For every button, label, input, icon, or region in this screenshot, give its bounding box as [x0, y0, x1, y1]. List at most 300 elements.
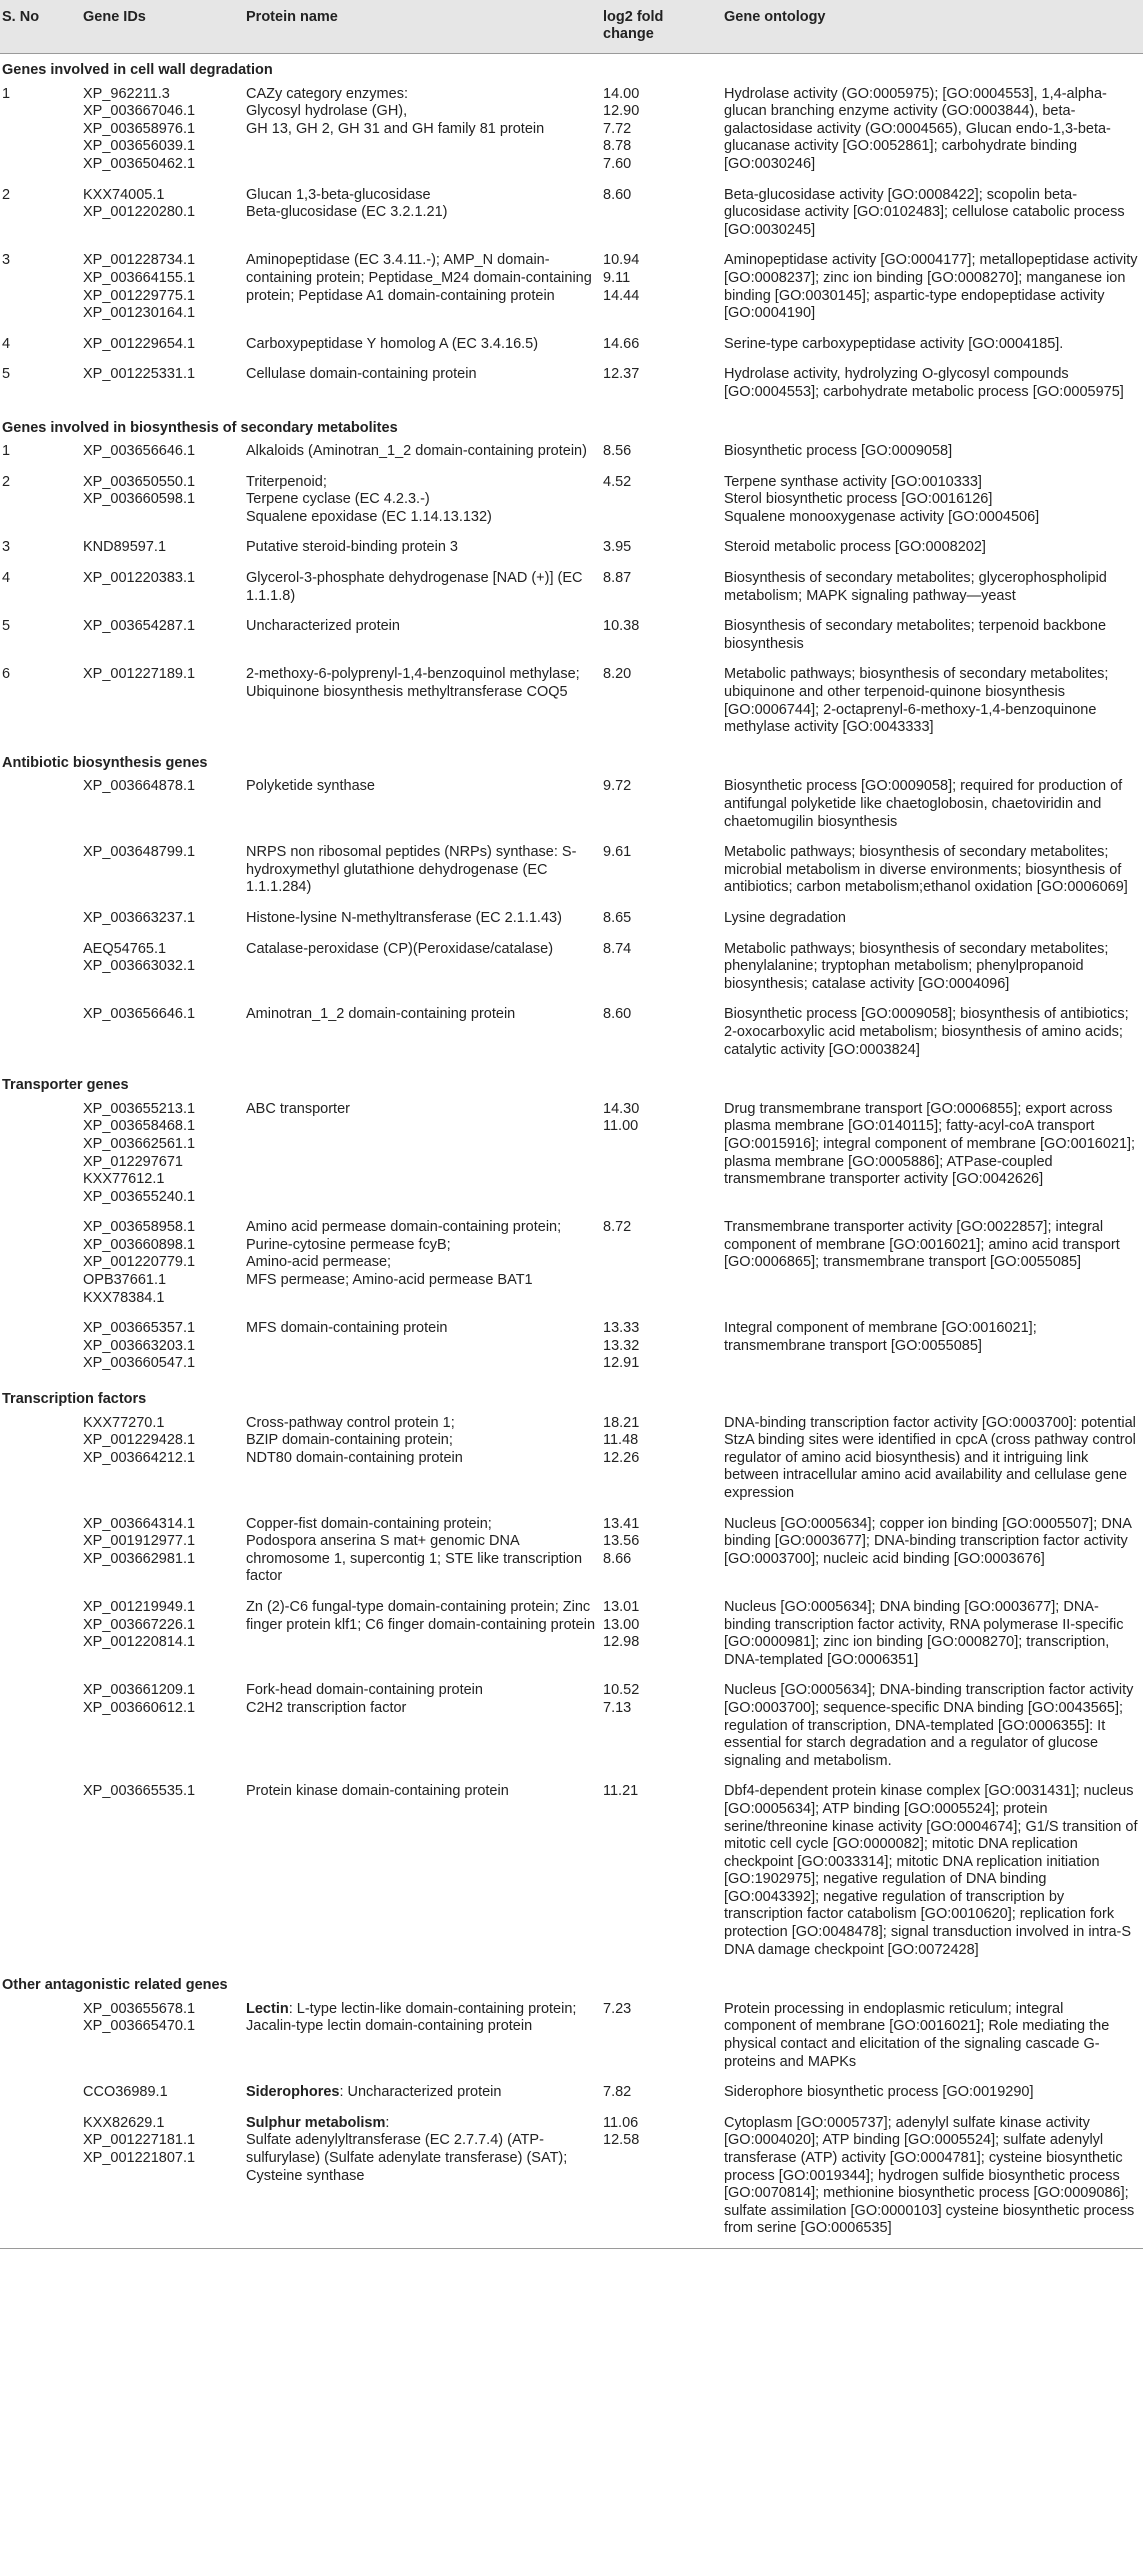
fold-value: 7.23: [603, 2000, 632, 2017]
table-row: [0, 1415, 1143, 1511]
gene-id: KXX77612.1: [83, 1171, 165, 1188]
fold-value: 12.58: [603, 2132, 640, 2149]
cell-gene-ids: [79, 2079, 242, 2110]
gene-id: XP_003662561.1: [83, 1135, 196, 1152]
protein-line: Terpene cyclase (EC 4.2.3.-): [246, 491, 430, 508]
table-row: [0, 1511, 1143, 1594]
cell-protein-name: [242, 247, 599, 330]
cell-gene-ontology: Nucleus [GO:0005634]; copper ion binding [GO:0005507]; DNA binding [GO:0003677]; DNA-binding transcription factor activity [GO:0003700]; nucleic acid binding [GO:0003676]: [724, 1515, 1132, 1567]
cell-gene-ids: [79, 839, 242, 905]
cell-sno: [0, 1594, 79, 1677]
cell-log2-fold-change: [599, 936, 720, 1002]
cell-sno: 1: [2, 85, 11, 102]
cell-gene-ontology: Biosynthetic process [GO:0009058]; required for production of antifungal polyketide like chaetoglobosin, chaetoviridin and chaetomugilin biosynthesis: [724, 778, 1123, 830]
cell-sno: 3: [2, 539, 11, 556]
protein-line: Fork-head domain-containing protein: [246, 1682, 483, 1699]
cell-log2-fold-change: [599, 1001, 720, 1069]
cell-gene-ontology: Biosynthesis of secondary metabolites; glycerophospholipid metabolism; MAPK signaling pathway—yeast: [724, 570, 1107, 604]
fold-value: 12.26: [603, 1449, 640, 1466]
cell-sno: [0, 905, 79, 936]
fold-value: 8.74: [603, 940, 632, 957]
gene-id: XP_001912977.1: [83, 1533, 196, 1550]
cell-gene-ids: [79, 936, 242, 1002]
gene-id: XP_001221807.1: [83, 2150, 196, 2166]
fold-value: 10.38: [603, 618, 640, 635]
cell-log2-fold-change: [599, 1778, 720, 1969]
cell-protein-name: [242, 2110, 599, 2249]
gene-id: XP_003655678.1: [83, 2000, 196, 2017]
fold-value: 8.56: [603, 443, 632, 460]
protein-line: Glycerol-3-phosphate dehydrogenase [NAD (+)] (EC 1.1.1.8): [246, 570, 583, 604]
protein-line: Beta-glucosidase (EC 3.2.1.21): [246, 204, 448, 221]
fold-value: 7.72: [603, 120, 632, 137]
protein-line: MFS permease; Amino-acid permease BAT1: [246, 1272, 533, 1289]
cell-sno: 1: [2, 443, 11, 460]
gene-id: XP_003664314.1: [83, 1515, 196, 1532]
cell-gene-ids: [79, 1214, 242, 1315]
cell-sno: [0, 1415, 79, 1511]
cell-gene-ontology: Cytoplasm [GO:0005737]; adenylyl sulfate kinase activity [GO:0004020]; ATP binding [GO:0005524]; sulfate adenylyl transferase (ATP) activity [GO:0004781]; cysteine biosynthetic process [GO:0019344]; hydrogen sulfide biosynthetic process [GO:0070814]; methionine biosynthetic process [GO:0009086]; sulfate assimilation [GO:0000103] cysteine biosynthetic process from serine [GO:0006535]: [720, 2110, 1143, 2249]
protein-line: Squalene epoxidase (EC 1.14.13.132): [246, 508, 492, 525]
gene-id: XP_003664878.1: [83, 778, 196, 795]
cell-log2-fold-change: [599, 1677, 720, 1778]
cell-gene-ontology: Steroid metabolic process [GO:0008202]: [724, 539, 986, 556]
cell-gene-ontology: Biosynthesis of secondary metabolites; terpenoid backbone biosynthesis: [724, 618, 1107, 652]
gene-id: XP_001220814.1: [83, 1634, 196, 1651]
cell-gene-ontology: Transmembrane transporter activity [GO:0022857]; integral component of membrane [GO:0016021]; amino acid transport [GO:0006865]; transmembrane transport [GO:0055085]: [724, 1219, 1120, 1271]
cell-sno: [0, 1101, 79, 1215]
cell-protein-name: [242, 1001, 599, 1069]
protein-line: Sulfate adenylyltransferase (EC 2.7.7.4) (ATP-sulfurylase) (Sulfate adenylate transferase) (SAT);: [246, 2132, 568, 2166]
cell-sno: [0, 1677, 79, 1778]
gene-id: XP_003663237.1: [83, 909, 196, 926]
fold-value: 13.41: [603, 1515, 640, 1532]
protein-line: C2H2 transcription factor: [246, 1699, 407, 1716]
protein-line: Copper-fist domain-containing protein;: [246, 1515, 492, 1532]
cell-log2-fold-change: [599, 1214, 720, 1315]
table-row: [0, 778, 1143, 839]
gene-id: XP_003654287.1: [83, 618, 196, 635]
cell-sno: 5: [2, 618, 11, 635]
cell-log2-fold-change: [599, 565, 720, 613]
protein-line: Histone-lysine N-methyltransferase (EC 2.1.1.43): [246, 909, 562, 926]
cell-gene-ids: [79, 86, 242, 182]
cell-gene-ids: [79, 613, 242, 661]
cell-sno: [0, 1214, 79, 1315]
fold-value: 7.82: [603, 2084, 632, 2101]
cell-gene-ids: [79, 361, 242, 411]
header-gene-ids: Gene IDs: [79, 0, 242, 54]
gene-id: XP_001220280.1: [83, 204, 196, 221]
cell-sno: [0, 1315, 79, 1383]
cell-gene-ids: [79, 565, 242, 613]
cell-gene-ids: [79, 443, 242, 469]
table-body: [0, 54, 1143, 2249]
cell-gene-ids: [79, 469, 242, 535]
cell-gene-ids: [79, 2001, 242, 2079]
gene-id: XP_003656646.1: [83, 1006, 196, 1023]
gene-id: XP_001220383.1: [83, 570, 196, 587]
cell-gene-ontology: Protein processing in endoplasmic reticulum; integral component of membrane [GO:0016021]; Role mediating the physical contact and elicitation of the signaling cascade G-proteins and MAPKs: [724, 2000, 1110, 2070]
cell-protein-name: [242, 1511, 599, 1594]
cell-gene-ids: [79, 1778, 242, 1969]
fold-value: 8.65: [603, 909, 632, 926]
cell-gene-ontology: Serine-type carboxypeptidase activity [GO:0004185].: [724, 335, 1064, 352]
fold-value: 8.78: [603, 138, 632, 155]
cell-protein-name: [242, 469, 599, 535]
table-row: [0, 2079, 1143, 2110]
cell-gene-ontology: Nucleus [GO:0005634]; DNA-binding transcription factor activity [GO:0003700]; sequence-specific DNA binding [GO:0043565]; regulation of transcription, DNA-templated [GO:0006355]: It essential for starch degradation and a regulator of glucose signaling and metabolism.: [724, 1682, 1134, 1769]
cell-log2-fold-change: [599, 331, 720, 362]
cell-sno: 2: [2, 186, 11, 203]
fold-value: 12.37: [603, 366, 640, 383]
gene-id: XP_012297671: [83, 1153, 183, 1170]
gene-id: XP_003648799.1: [83, 844, 196, 861]
fold-value: 12.98: [603, 1634, 640, 1651]
header-protein-name: Protein name: [242, 0, 599, 54]
section-title: Antibiotic biosynthesis genes: [2, 754, 208, 771]
protein-line: Carboxypeptidase Y homolog A (EC 3.4.16.5): [246, 335, 539, 352]
protein-category: Sulphur metabolism: [246, 2114, 386, 2131]
table-row: [0, 1677, 1143, 1778]
cell-protein-name: [242, 661, 599, 746]
protein-line: Polyketide synthase: [246, 778, 375, 795]
cell-log2-fold-change: [599, 661, 720, 746]
fold-value: 11.00: [603, 1118, 639, 1135]
table-row: [0, 936, 1143, 1002]
section-header-row: [0, 1969, 1143, 2001]
cell-protein-name: [242, 1214, 599, 1315]
gene-id: XP_003658958.1: [83, 1219, 196, 1236]
gene-id: XP_003655213.1: [83, 1100, 196, 1117]
protein-line: Amino-acid permease;: [246, 1254, 392, 1271]
cell-gene-ids: [79, 778, 242, 839]
cell-gene-ontology: Terpene synthase activity [GO:0010333] Sterol biosynthetic process [GO:0016126] Squalene monooxygenase activity [GO:0004506]: [724, 473, 1040, 525]
cell-protein-name: [242, 905, 599, 936]
table-row: [0, 443, 1143, 469]
cell-protein-name: [242, 86, 599, 182]
gene-id: XP_003664212.1: [83, 1449, 196, 1466]
fold-value: 11.21: [603, 1783, 639, 1800]
cell-log2-fold-change: [599, 443, 720, 469]
table-row: [0, 661, 1143, 746]
cell-protein-name: [242, 443, 599, 469]
cell-gene-ontology: Siderophore biosynthetic process [GO:0019290]: [724, 2084, 1034, 2101]
cell-gene-ontology: Hydrolase activity, hydrolyzing O-glycosyl compounds [GO:0004553]; carbohydrate metabolic process [GO:0005975]: [724, 366, 1124, 400]
cell-sno: [0, 2079, 79, 2110]
section-header-row: [0, 1383, 1143, 1415]
fold-value: 8.60: [603, 1006, 632, 1023]
cell-sno: 2: [2, 473, 11, 490]
cell-sno: [0, 1511, 79, 1594]
gene-id: XP_003665470.1: [83, 2018, 196, 2035]
cell-log2-fold-change: [599, 2110, 720, 2249]
table-row: [0, 331, 1143, 362]
section-header-row: [0, 1069, 1143, 1101]
cell-gene-ids: [79, 534, 242, 565]
cell-gene-ontology: Metabolic pathways; biosynthesis of secondary metabolites; phenylalanine; tryptophan metabolism; phenylpropanoid biosynthesis; catalase activity [GO:0004096]: [724, 940, 1109, 992]
table-header: [0, 0, 1143, 54]
cell-protein-name: [242, 1778, 599, 1969]
cell-protein-name: [242, 778, 599, 839]
cell-gene-ids: [79, 1001, 242, 1069]
table-row: [0, 1214, 1143, 1315]
table-row: [0, 1315, 1143, 1383]
cell-gene-ontology: Aminopeptidase activity [GO:0004177]; metallopeptidase activity [GO:0008237]; zinc ion binding [GO:0008270]; manganese ion binding [GO:0030145]; aspartic-type endopeptidase activity [GO:0004190]: [724, 252, 1138, 322]
table-row: [0, 1594, 1143, 1677]
cell-gene-ontology: Metabolic pathways; biosynthesis of secondary metabolites; microbial metabolism in diverse environments; biosynthesis of antibiotics; carbon metabolism;ethanol oxidation [GO:0006069]: [724, 844, 1128, 896]
cell-gene-ids: [79, 2110, 242, 2249]
table-row: [0, 1101, 1143, 1215]
gene-id: XP_003660612.1: [83, 1699, 196, 1716]
cell-sno: [0, 936, 79, 1002]
table-row: [0, 247, 1143, 330]
cell-log2-fold-change: [599, 2079, 720, 2110]
cell-protein-name: [242, 534, 599, 565]
protein-line: Glucan 1,3-beta-glucosidase: [246, 186, 431, 203]
protein-category: Lectin: [246, 2000, 289, 2017]
cell-log2-fold-change: [599, 469, 720, 535]
cell-protein-name: [242, 331, 599, 362]
header-log2-fold-change: log2 fold change: [599, 0, 720, 54]
cell-log2-fold-change: [599, 1594, 720, 1677]
cell-protein-name: [242, 1315, 599, 1383]
gene-id: XP_003656039.1: [83, 138, 196, 155]
cell-log2-fold-change: [599, 86, 720, 182]
table-row: [0, 565, 1143, 613]
table-row: [0, 182, 1143, 248]
fold-value: 14.44: [603, 287, 640, 304]
fold-value: 9.72: [603, 778, 632, 795]
gene-id: XP_003650550.1: [83, 473, 196, 490]
fold-value: 13.33: [603, 1320, 640, 1337]
cell-protein-name: [242, 613, 599, 661]
section-header-row: [0, 54, 1143, 86]
gene-id: XP_001227181.1: [83, 2132, 196, 2149]
protein-line: 2-methoxy-6-polyprenyl-1,4-benzoquinol methylase; Ubiquinone biosynthesis methyltransferase COQ5: [246, 666, 580, 701]
cell-protein-name: [242, 182, 599, 248]
cell-protein-name: [242, 361, 599, 411]
fold-value: 14.30: [603, 1100, 640, 1117]
cell-gene-ids: [79, 1677, 242, 1778]
protein-line: Glycosyl hydrolase (GH),: [246, 103, 408, 120]
protein-line: Purine-cytosine permease fcyB;: [246, 1236, 451, 1253]
protein-category: Siderophores: [246, 2084, 340, 2101]
fold-value: 8.66: [603, 1550, 632, 1567]
cell-sno: [0, 1001, 79, 1069]
gene-id: OPB37661.1: [83, 1272, 167, 1289]
protein-line: Amino acid permease domain-containing protein;: [246, 1219, 562, 1236]
protein-line: Cysteine synthase: [246, 2167, 365, 2184]
cell-gene-ids: [79, 1511, 242, 1594]
protein-line: :: [385, 2114, 390, 2131]
cell-log2-fold-change: [599, 1101, 720, 1215]
cell-log2-fold-change: [599, 1511, 720, 1594]
cell-sno: 5: [2, 366, 11, 383]
cell-protein-name: [242, 565, 599, 613]
cell-protein-name: [242, 2001, 599, 2079]
protein-line: Putative steroid-binding protein 3: [246, 539, 458, 556]
gene-id: KXX82629.1: [83, 2114, 165, 2131]
cell-sno: [0, 1778, 79, 1969]
protein-line: Cellulase domain-containing protein: [246, 366, 477, 383]
protein-line: MFS domain-containing protein: [246, 1320, 448, 1337]
gene-id: XP_003655240.1: [83, 1188, 196, 1205]
fold-value: 8.87: [603, 570, 632, 587]
protein-line: Aminopeptidase (EC 3.4.11.-); AMP_N domain-containing protein; Peptidase_M24 domain-containing protein; Peptidase A1 domain-containing protein: [246, 252, 592, 304]
gene-id: XP_001228734.1: [83, 252, 196, 269]
fold-value: 10.94: [603, 252, 640, 269]
cell-log2-fold-change: [599, 613, 720, 661]
cell-gene-ontology: Beta-glucosidase activity [GO:0008422]; scopolin beta-glucosidase activity [GO:0102483]; cellulose catabolic process [GO:0030245]: [724, 186, 1125, 238]
table-row: [0, 86, 1143, 182]
gene-id: XP_003660898.1: [83, 1236, 196, 1253]
table-row: [0, 534, 1143, 565]
fold-value: 8.60: [603, 186, 632, 203]
gene-id: XP_001229775.1: [83, 287, 196, 304]
header-sno: S. No: [0, 0, 79, 54]
protein-line: Alkaloids (Aminotran_1_2 domain-containing protein): [246, 443, 587, 460]
cell-log2-fold-change: [599, 182, 720, 248]
protein-line: Protein kinase domain-containing protein: [246, 1783, 509, 1800]
table-row: [0, 469, 1143, 535]
gene-id: XP_003656646.1: [83, 443, 196, 460]
table-row: [0, 839, 1143, 905]
protein-line: Catalase-peroxidase (CP)(Peroxidase/catalase): [246, 940, 554, 957]
fold-value: 10.52: [603, 1682, 640, 1699]
fold-value: 13.00: [603, 1616, 640, 1633]
cell-sno: 3: [2, 252, 11, 269]
fold-value: 14.66: [603, 335, 640, 352]
table-row: [0, 2001, 1143, 2079]
protein-line: BZIP domain-containing protein;: [246, 1432, 453, 1449]
cell-gene-ontology: Biosynthetic process [GO:0009058]; biosynthesis of antibiotics; 2-oxocarboxylic acid metabolism; biosynthesis of amino acids; catalytic activity [GO:0003824]: [724, 1006, 1129, 1058]
cell-sno: [0, 839, 79, 905]
gene-id: XP_003663032.1: [83, 958, 196, 975]
section-title: Genes involved in biosynthesis of secondary metabolites: [2, 419, 398, 436]
fold-value: 13.01: [603, 1598, 640, 1615]
table-row: [0, 361, 1143, 411]
cell-gene-ids: [79, 661, 242, 746]
cell-log2-fold-change: [599, 778, 720, 839]
fold-value: 7.13: [603, 1699, 632, 1716]
cell-sno: 4: [2, 335, 11, 352]
section-title: Transcription factors: [2, 1391, 147, 1408]
cell-gene-ontology: Dbf4-dependent protein kinase complex [GO:0031431]; nucleus [GO:0005634]; ATP binding [GO:0005524]; protein serine/threonine kinase activity [GO:0004674]; G1/S transition of mitotic cell cycle [GO:0000082]; mitotic DNA replication checkpoint [GO:0033314]; mitotic DNA replication initiation [GO:1902975]; negative regulation of DNA binding [GO:0043392]; negative regulation of transcription by transcription factor catabolism [GO:0010620]; replication fork protection [GO:0048478]; signal transduction involved in intra-S DNA damage checkpoint [GO:0072428]: [724, 1783, 1138, 1958]
fold-value: 4.52: [603, 473, 632, 490]
fold-value: 7.60: [603, 155, 632, 172]
fold-value: 11.06: [603, 2114, 639, 2131]
cell-gene-ontology: DNA-binding transcription factor activity [GO:0003700]: potential StzA binding sites were identified in cpcA (cross pathway control regulator of amino acid biosynthesis) and it intriguing link between intracellular amino acid availability and cellulase gene expression: [724, 1414, 1136, 1501]
header-row: [0, 0, 1143, 54]
cell-gene-ids: [79, 331, 242, 362]
cell-protein-name: [242, 839, 599, 905]
cell-gene-ontology: Hydrolase activity (GO:0005975); [GO:0004553], 1,4-alpha-glucan branching enzyme activity (GO:0003844), beta-galactosidase activity (GO:0004565), Glucan endo-1,3-beta-glucanase activity [GO:0052861]; carbohydrate binding [GO:0030246]: [724, 85, 1111, 172]
gene-id: XP_001229428.1: [83, 1432, 196, 1449]
cell-protein-name: [242, 1594, 599, 1677]
cell-gene-ontology: Lysine degradation: [724, 909, 846, 926]
table-row: [0, 1778, 1143, 1969]
protein-line: : L-type lectin-like domain-containing protein; Jacalin-type lectin domain-containing protein: [246, 2000, 577, 2035]
fold-value: 18.21: [603, 1414, 640, 1431]
cell-log2-fold-change: [599, 534, 720, 565]
fold-value: 12.90: [603, 103, 640, 120]
fold-value: 13.56: [603, 1533, 640, 1550]
section-title: Transporter genes: [2, 1077, 129, 1094]
fold-value: 8.72: [603, 1219, 632, 1236]
fold-value: 8.20: [603, 666, 632, 683]
cell-protein-name: [242, 2079, 599, 2110]
protein-line: : Uncharacterized protein: [339, 2084, 502, 2101]
cell-gene-ontology: Drug transmembrane transport [GO:0006855]; export across plasma membrane [GO:0140115]; fatty-acyl-coA transport [GO:0015916]; integral component of membrane [GO:0016021]; plasma membrane [GO:0005886]; ATPase-coupled transmembrane transporter activity [GO:0042626]: [724, 1100, 1136, 1188]
cell-protein-name: [242, 1677, 599, 1778]
gene-id: XP_003667046.1: [83, 103, 196, 120]
cell-protein-name: [242, 936, 599, 1002]
cell-gene-ids: [79, 247, 242, 330]
cell-log2-fold-change: [599, 247, 720, 330]
protein-line: NRPS non ribosomal peptides (NRPs) synthase: S-hydroxymethyl glutathione dehydrogenase (EC 1.1.1.284): [246, 844, 577, 896]
cell-sno: [0, 2001, 79, 2079]
cell-log2-fold-change: [599, 905, 720, 936]
protein-line: Zn (2)-C6 fungal-type domain-containing protein; Zinc finger protein klf1; C6 finger domain-containing protein: [246, 1598, 596, 1633]
cell-gene-ontology: Nucleus [GO:0005634]; DNA binding [GO:0003677]; DNA-binding transcription factor activity, RNA polymerase II-specific [GO:0000981]; zinc ion binding [GO:0008270]; transcription, DNA-templated [GO:0006351]: [724, 1598, 1124, 1668]
cell-gene-ontology: Biosynthetic process [GO:0009058]: [724, 443, 953, 460]
gene-id: XP_001229654.1: [83, 335, 196, 352]
protein-line: Triterpenoid;: [246, 473, 327, 490]
fold-value: 14.00: [603, 85, 640, 102]
gene-id: KND89597.1: [83, 539, 167, 556]
cell-log2-fold-change: [599, 2001, 720, 2079]
cell-gene-ontology: Metabolic pathways; biosynthesis of secondary metabolites; ubiquinone and other terpenoid-quinone biosynthesis [GO:0006744]; 2-octaprenyl-6-methoxy-1,4-benzoquinone methylase activity [GO:0043333]: [724, 666, 1109, 736]
section-header-row: [0, 412, 1143, 444]
gene-id: XP_003662981.1: [83, 1550, 196, 1567]
fold-value: 12.91: [603, 1355, 640, 1372]
protein-line: ABC transporter: [246, 1100, 350, 1117]
gene-id: XP_003660598.1: [83, 491, 196, 508]
cell-protein-name: [242, 1415, 599, 1511]
cell-sno: 4: [2, 570, 11, 587]
cell-sno: [0, 2110, 79, 2249]
table-row: [0, 2110, 1143, 2249]
gene-id: XP_001230164.1: [83, 305, 196, 322]
gene-id: AEQ54765.1: [83, 940, 167, 957]
cell-gene-ontology: Integral component of membrane [GO:0016021]; transmembrane transport [GO:0055085]: [724, 1320, 1037, 1354]
gene-id: XP_003667226.1: [83, 1616, 196, 1633]
cell-gene-ids: [79, 1315, 242, 1383]
fold-value: 13.32: [603, 1337, 640, 1354]
cell-gene-ids: [79, 1594, 242, 1677]
protein-line: CAZy category enzymes:: [246, 85, 408, 102]
table-row: [0, 1001, 1143, 1069]
cell-log2-fold-change: [599, 839, 720, 905]
cell-gene-ids: [79, 1101, 242, 1215]
fold-value: 11.48: [603, 1432, 639, 1449]
header-gene-ontology: Gene ontology: [720, 0, 1143, 54]
gene-id: XP_003663203.1: [83, 1337, 196, 1354]
protein-line: Cross-pathway control protein 1;: [246, 1414, 455, 1431]
protein-line: NDT80 domain-containing protein: [246, 1449, 463, 1466]
fold-value: 9.11: [603, 269, 631, 286]
gene-id: XP_003665357.1: [83, 1320, 196, 1337]
gene-id: XP_003650462.1: [83, 155, 196, 172]
fold-value: 3.95: [603, 539, 632, 556]
cell-gene-ids: [79, 182, 242, 248]
table-row: [0, 613, 1143, 661]
gene-id: XP_003661209.1: [83, 1682, 196, 1699]
cell-gene-ids: [79, 905, 242, 936]
gene-id: KXX77270.1: [83, 1414, 165, 1431]
gene-id: XP_001220779.1: [83, 1254, 196, 1271]
